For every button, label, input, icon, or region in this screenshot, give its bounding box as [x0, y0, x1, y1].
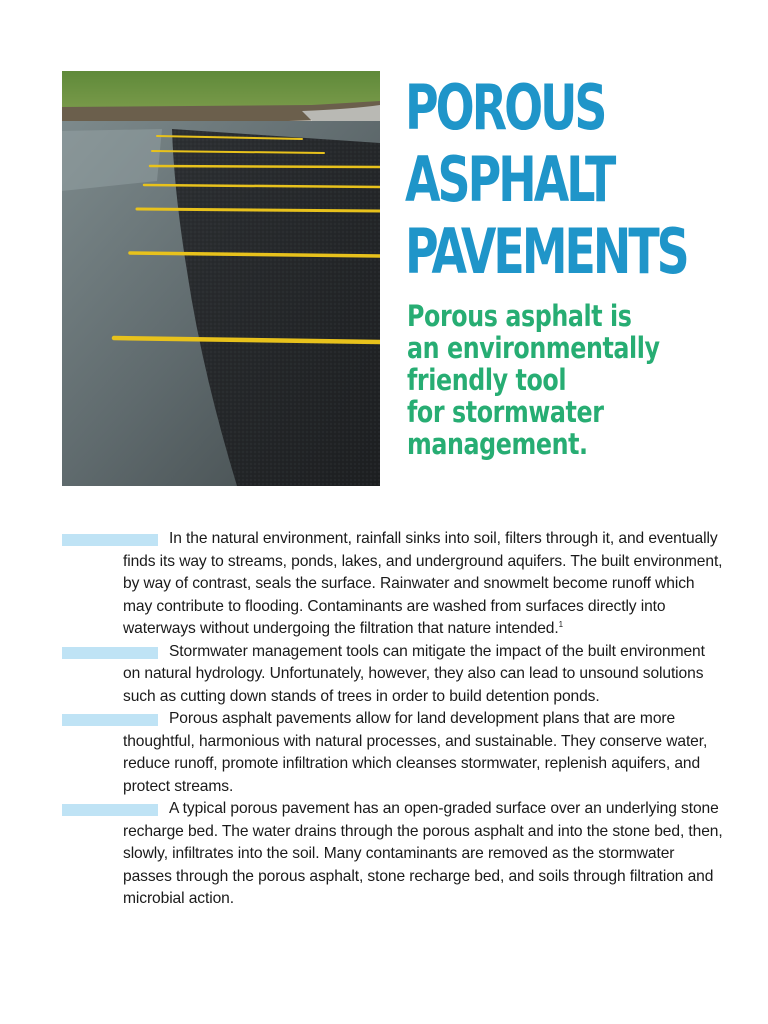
- body-paragraph: [123, 798, 723, 911]
- body-paragraph: [123, 528, 723, 641]
- water-reflection: [62, 129, 162, 191]
- subtitle-line: an environmentally: [407, 331, 660, 365]
- footnote-marker: 1: [558, 619, 563, 629]
- paragraph-text: A typical porous pavement has an open-graded surface over an underlying stone recharge bed. The water drains through the porous asphalt and into the stone bed, then, slowly, infiltrates into the soil. Many contaminants are removed as the stormwater passes through the porous asphalt, stone recharge bed, and soils through filtration and microbial action.: [123, 800, 723, 907]
- paragraph-text: In the natural environment, rainfall sinks into soil, filters through it, and eventually finds its way to streams, ponds, lakes, and underground aquifers. The built environment, by way of contrast, seals the surface. Rainwater and snowmelt become runoff which may contribute to flooding. Contaminants are washed from surfaces directly into waterways without undergoing the filtration that nature intended.: [123, 530, 723, 637]
- subtitle-line: friendly tool: [407, 363, 567, 397]
- paragraph-marker-bar: [62, 647, 158, 659]
- title-line: POROUS: [405, 71, 605, 144]
- body-paragraph: [123, 708, 723, 798]
- subtitle-line: for stormwater: [407, 395, 604, 429]
- title-line: PAVEMENTS: [405, 215, 687, 288]
- title-line: ASPHALT: [405, 143, 614, 216]
- paragraph-text: Porous asphalt pavements allow for land development plans that are more thoughtful, harmonious with natural processes, and sustainable. They conserve water, reduce runoff, promote infiltration which cleanses stormwater, replenish aquifers, and protect streams.: [123, 710, 708, 795]
- page-title: [405, 72, 745, 288]
- paragraph-marker-bar: [62, 804, 158, 816]
- page-subtitle: [407, 300, 747, 460]
- body-text: [123, 528, 723, 911]
- paragraph-text: Stormwater management tools can mitigate the impact of the built environment on natural hydrology. Unfortunately, however, they also can lead to unsound solutions such as cutting down stands of trees in order to build detention ponds.: [123, 642, 705, 705]
- subtitle-line: management.: [407, 427, 588, 461]
- parking-lot-illustration: [62, 71, 380, 486]
- body-paragraph: [123, 641, 723, 709]
- paragraph-marker-bar: [62, 534, 158, 546]
- porous-asphalt-parking-lot-photo: [62, 71, 380, 486]
- subtitle-line: Porous asphalt is: [407, 299, 632, 333]
- paragraph-marker-bar: [62, 714, 158, 726]
